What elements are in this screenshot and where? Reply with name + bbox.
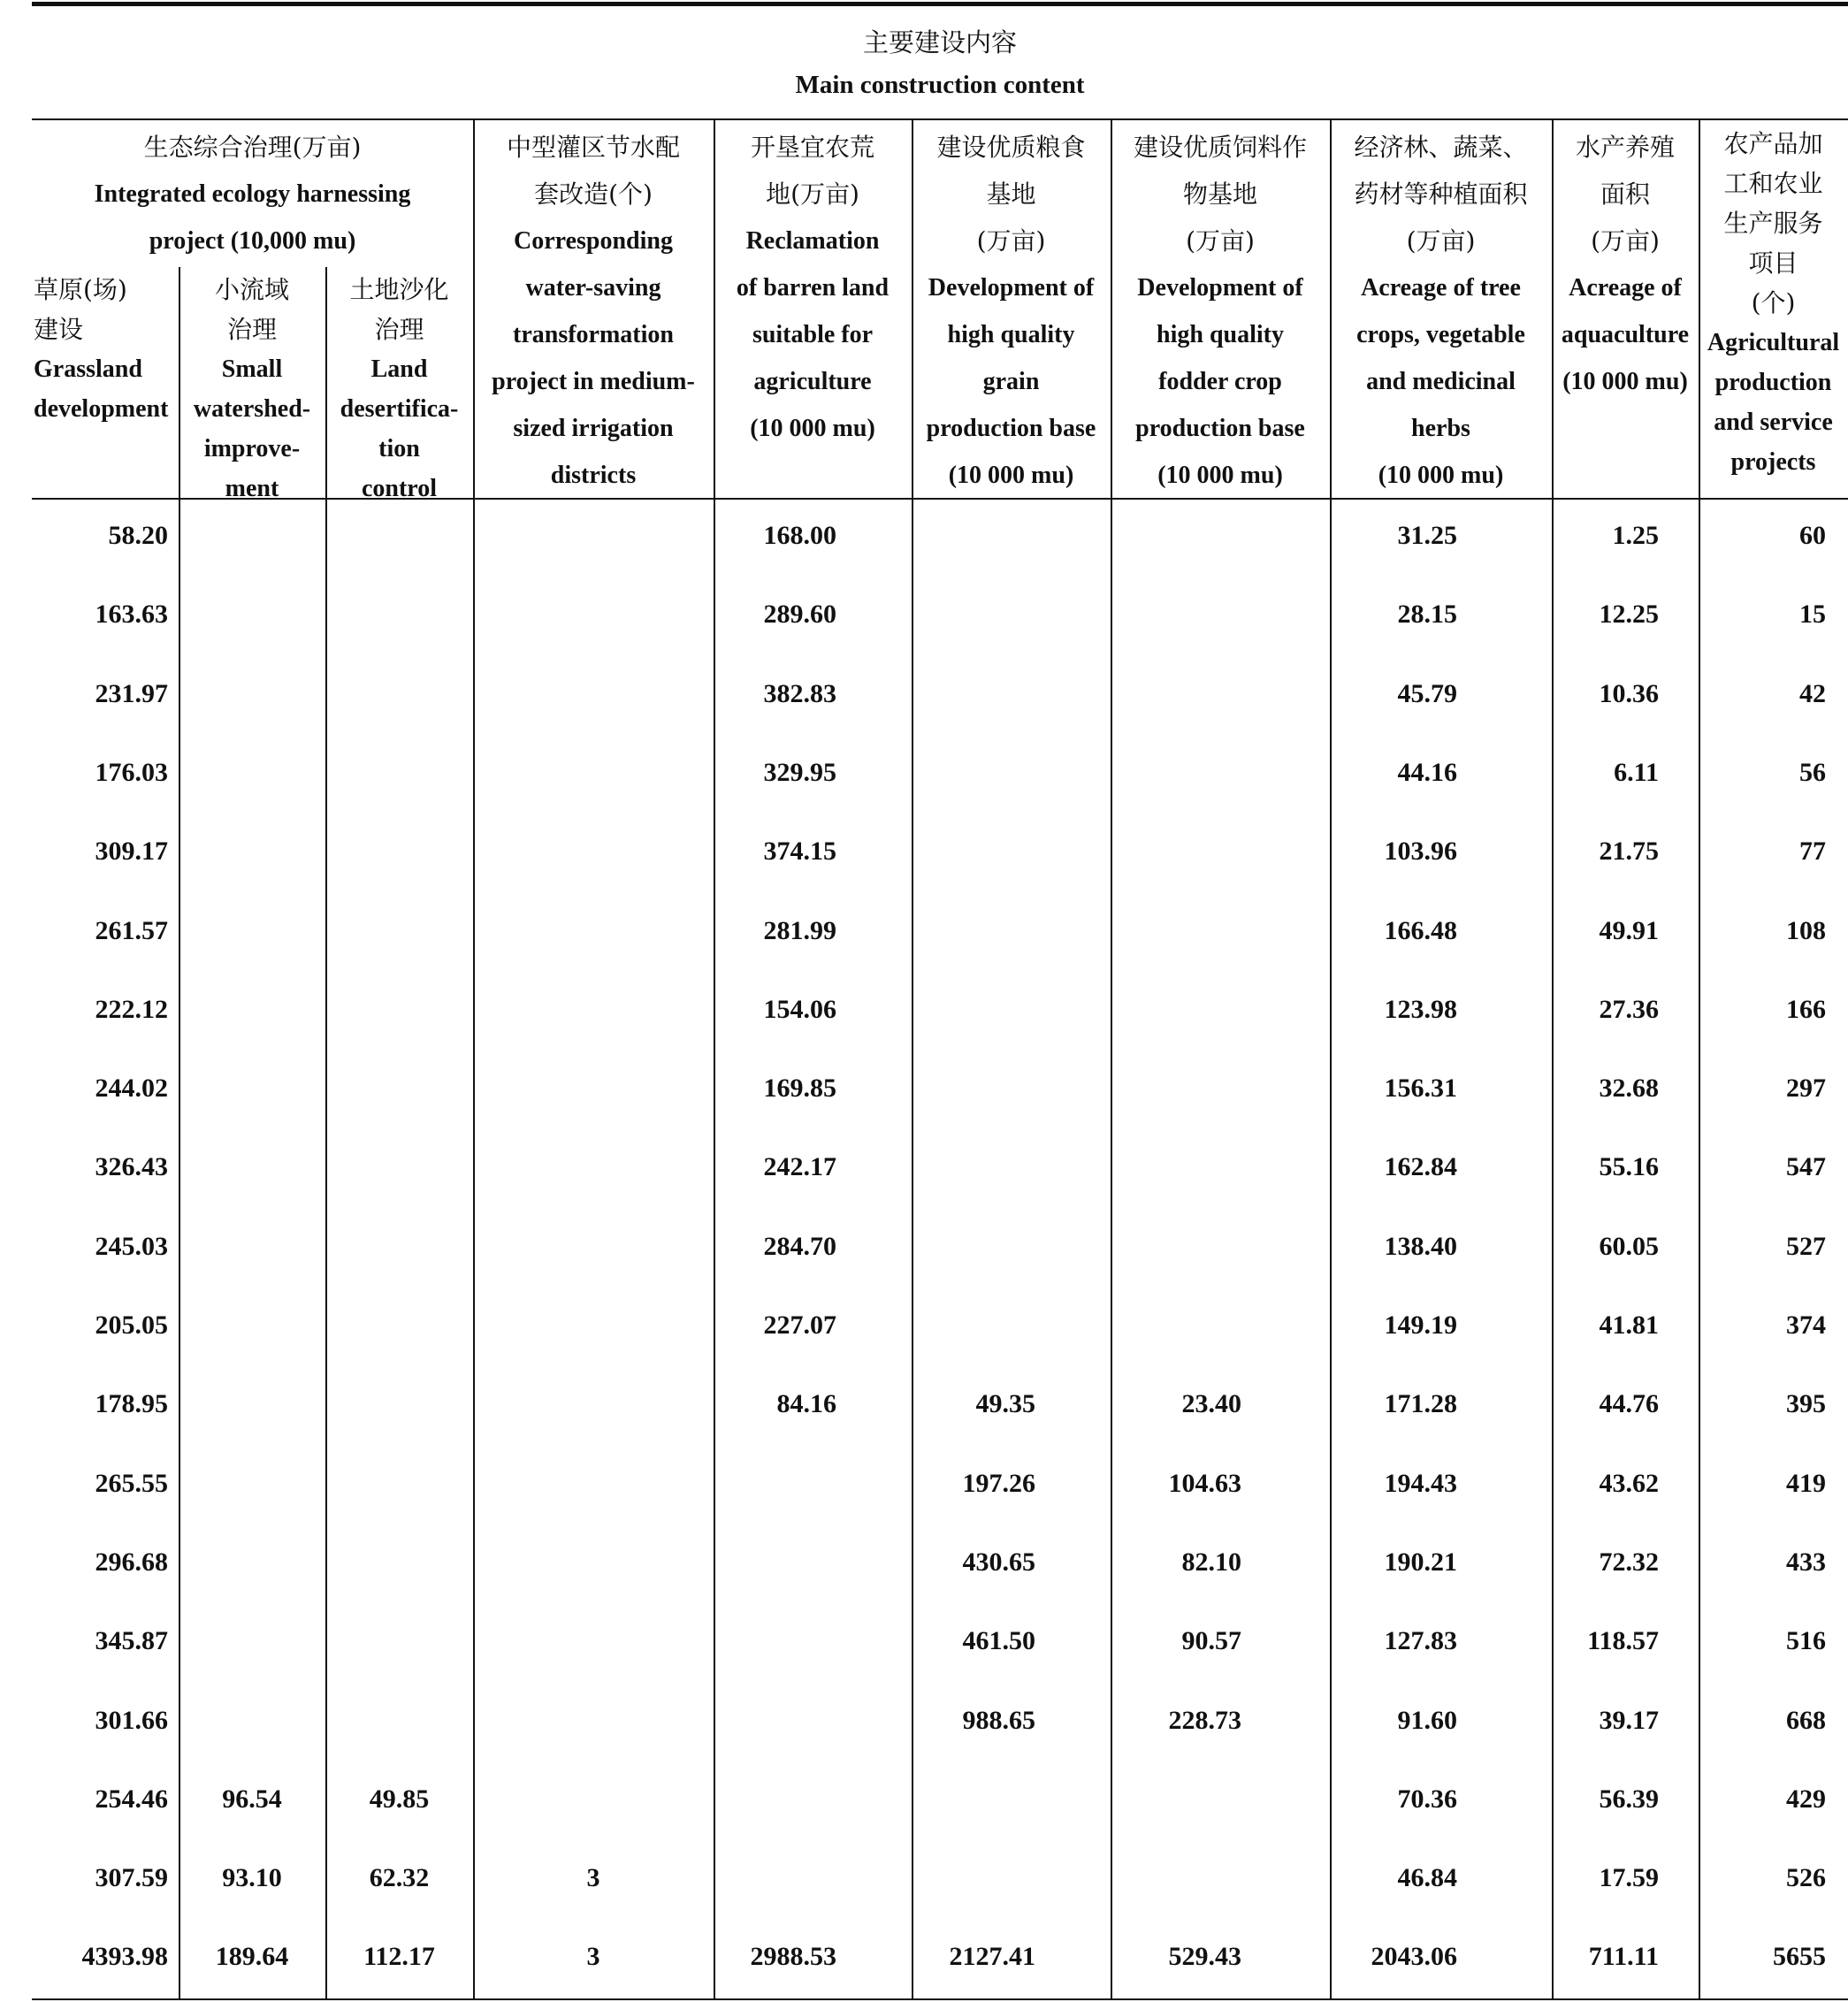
top-rule [32,2,1848,6]
table-cell-processing: 395 [1786,1389,1826,1418]
table-cell-irrigation [473,1387,714,1422]
header-text-line: agriculture [753,368,872,395]
table-cell-fodder [1111,755,1241,791]
table-cell-irrigation [473,755,714,791]
table-cell-watershed [179,1308,325,1343]
column-header-processing [1699,124,1848,482]
table-cell-reclamation: 242.17 [763,1152,836,1181]
table-cell-watershed [179,834,325,869]
header-text-line: 建设优质饲料作 [1133,133,1307,162]
table-cell-grain [912,834,1035,869]
table-cell-watershed: 93.10 [222,1863,282,1892]
header-text-line: Agricultural [1707,329,1840,356]
table-cell-grain [912,913,1035,949]
table-cell-grassland: 309.17 [95,837,168,866]
table-cell-processing: 668 [1786,1706,1826,1735]
header-text-line: Integrated ecology harnessing [94,180,411,208]
table-cell-aquaculture: 39.17 [1599,1706,1659,1735]
table-cell-desertification: 62.32 [369,1863,430,1892]
table-cell-grassland: 58.20 [108,521,168,550]
table-cell-irrigation [473,1229,714,1265]
table-cell-tree_crops: 138.40 [1384,1232,1457,1261]
header-text-line: 中型灌区节水配 [506,133,680,162]
header-text-line: 项目 [1748,248,1798,278]
table-cell-aquaculture: 1.25 [1612,521,1659,550]
table-cell-tree_crops: 44.16 [1397,758,1457,787]
table-cell-tree_crops: 149.19 [1384,1310,1457,1340]
header-text-line: watershed- [193,395,311,423]
table-cell-irrigation [473,834,714,869]
table-cell-desertification: 49.85 [369,1784,430,1814]
header-text-line: 小流域 [214,275,289,304]
header-text-line: 草原(场) [34,275,127,304]
header-text-line: 药材等种植面积 [1354,180,1528,209]
table-cell-processing: 60 [1799,521,1826,550]
table-cell-aquaculture: 41.81 [1599,1310,1659,1340]
header-text-line: ment [225,475,279,502]
table-cell-tree_crops: 162.84 [1384,1152,1457,1181]
table-cell-grain: 988.65 [962,1706,1035,1735]
column-header-tree_crops [1330,124,1552,499]
table-cell-fodder [1111,1861,1241,1896]
table-cell-fodder [1111,834,1241,869]
table-cell-grassland: 254.46 [95,1784,168,1814]
table-cell-tree_crops: 190.21 [1384,1547,1457,1577]
table-cell-reclamation [714,1545,836,1580]
header-text-line: desertifica- [340,395,459,423]
table-cell-fodder [1111,1782,1241,1817]
table-cell-grassland: 244.02 [95,1074,168,1103]
table-cell-tree_crops: 70.36 [1397,1784,1457,1814]
header-text-line: 经济林、蔬菜、 [1354,133,1528,162]
header-text-line: (万亩) [1591,226,1660,256]
header-text-line: (万亩) [1406,226,1476,256]
table-cell-watershed [179,1387,325,1422]
table-cell-reclamation [714,1782,836,1817]
header-text-line: (10 000 mu) [1378,462,1504,489]
table-cell-grassland: 231.97 [95,679,168,708]
header-text-line: Acreage of [1569,274,1682,302]
header-text-line: projects [1730,448,1816,476]
table-cell-grain [912,1150,1035,1185]
header-text-line: sized irrigation [513,415,674,442]
table-cell-desertification [325,1703,473,1738]
table-cell-processing: 108 [1786,916,1826,945]
header-text-line: improve- [203,435,301,462]
header-top-rule [32,118,1848,120]
table-cell-desertification [325,1308,473,1343]
table-cell-grain: 430.65 [962,1547,1035,1577]
table-cell-desertification [325,518,473,554]
table-cell-reclamation: 169.85 [763,1074,836,1103]
table-cell-fodder [1111,518,1241,554]
header-text-line: (10 000 mu) [948,462,1074,489]
table-cell-tree_crops: 127.83 [1384,1626,1457,1655]
table-cell-watershed: 96.54 [222,1784,282,1814]
table-cell-desertification [325,1545,473,1580]
table-cell-grain [912,597,1035,632]
table-cell-fodder [1111,1150,1241,1185]
table-cell-grain [912,518,1035,554]
table-cell-tree_crops: 194.43 [1384,1469,1457,1498]
table-cell-grain [912,755,1035,791]
header-text-line: (万亩) [976,226,1046,256]
table-cell-grain: 197.26 [962,1469,1035,1498]
table-cell-aquaculture: 6.11 [1614,758,1659,787]
header-text-line: 地(万亩) [766,180,859,209]
table-cell-reclamation: 84.16 [776,1389,836,1418]
table-cell-reclamation: 227.07 [763,1310,836,1340]
table-cell-grassland: 176.03 [95,758,168,787]
table-cell-irrigation [473,1466,714,1502]
header-text-line: project in medium- [492,368,695,395]
table-cell-desertification: 112.17 [363,1942,435,1971]
table-cell-grain [912,1308,1035,1343]
header-text-line: 治理 [226,315,277,344]
table-cell-fodder [1111,1071,1241,1106]
table-cell-irrigation [473,518,714,554]
table-cell-processing: 547 [1786,1152,1826,1181]
table-cell-grassland: 178.95 [95,1389,168,1418]
table-cell-reclamation [714,1466,836,1502]
table-cell-processing: 526 [1786,1863,1826,1892]
table-cell-processing: 374 [1786,1310,1826,1340]
table-cell-desertification [325,1229,473,1265]
table-cell-grassland: 296.68 [95,1547,168,1577]
table-cell-grain [912,1861,1035,1896]
table-cell-grassland: 301.66 [95,1706,168,1735]
table-cell-desertification [325,676,473,712]
table-cell-grain [912,1782,1035,1817]
header-text-line: 工和农业 [1723,169,1823,198]
table-cell-aquaculture: 56.39 [1599,1784,1659,1814]
table-cell-reclamation [714,1703,836,1738]
table-cell-aquaculture: 711.11 [1588,1942,1659,1971]
table-cell-tree_crops: 166.48 [1384,916,1457,945]
table-cell-reclamation [714,1624,836,1659]
header-text-line: 生态综合治理(万亩) [143,133,362,162]
table-cell-processing: 419 [1786,1469,1826,1498]
table-cell-desertification [325,1387,473,1422]
table-cell-tree_crops: 171.28 [1384,1389,1457,1418]
table-cell-reclamation: 329.95 [763,758,836,787]
table-cell-irrigation [473,1545,714,1580]
column-header-watershed [179,270,325,508]
table-cell-aquaculture: 72.32 [1599,1547,1659,1577]
header-text-line: and medicinal [1366,368,1516,395]
header-text-line: Land [370,355,428,383]
header-text-line: 建设优质粮食 [936,133,1086,162]
table-cell-tree_crops: 156.31 [1384,1074,1457,1103]
table-cell-irrigation [473,1150,714,1185]
table-cell-irrigation [473,1624,714,1659]
table-cell-reclamation: 284.70 [763,1232,836,1261]
table-cell-watershed [179,913,325,949]
table-cell-tree_crops: 28.15 [1397,600,1457,629]
table-cell-fodder: 90.57 [1181,1626,1241,1655]
column-header-grassland [32,270,180,429]
table-cell-irrigation [473,1703,714,1738]
table-cell-tree_crops: 31.25 [1397,521,1457,550]
table-cell-tree_crops: 46.84 [1397,1863,1457,1892]
table-cell-reclamation: 382.83 [763,679,836,708]
table-cell-aquaculture: 10.36 [1599,679,1659,708]
table-cell-aquaculture: 60.05 [1599,1232,1659,1261]
header-text-line: crops, vegetable [1356,321,1525,348]
table-cell-fodder: 82.10 [1181,1547,1241,1577]
table-cell-irrigation [473,1308,714,1343]
table-cell-tree_crops: 123.98 [1384,995,1457,1024]
header-text-line: Corresponding [514,227,673,255]
table-cell-aquaculture: 44.76 [1599,1389,1659,1418]
table-bottom-rule [32,1998,1848,2000]
table-cell-grassland: 345.87 [95,1626,168,1655]
table-cell-watershed [179,1466,325,1502]
table-cell-reclamation: 281.99 [763,916,836,945]
header-text-line: production base [1135,415,1305,442]
header-text-line: 农产品加 [1723,129,1823,158]
header-text-line: 套改造(个) [534,180,653,209]
table-cell-watershed [179,518,325,554]
table-cell-watershed [179,1545,325,1580]
header-text-line: 开垦宜农荒 [750,133,874,162]
table-cell-aquaculture: 27.36 [1599,995,1659,1024]
header-text-line: high quality [1157,321,1284,348]
table-cell-grain [912,1229,1035,1265]
table-cell-aquaculture: 12.25 [1599,600,1659,629]
header-text-line: districts [550,462,637,489]
table-cell-grain [912,676,1035,712]
column-header-aquaculture [1552,124,1699,405]
table-cell-watershed [179,1703,325,1738]
table-cell-grain [912,992,1035,1028]
header-text-line: Development of [1137,274,1303,302]
table-cell-reclamation: 2988.53 [750,1942,836,1971]
table-cell-aquaculture: 32.68 [1599,1074,1659,1103]
table-cell-desertification [325,755,473,791]
table-cell-fodder [1111,992,1241,1028]
header-text-line: (10 000 mu) [1157,462,1283,489]
table-cell-aquaculture: 21.75 [1599,837,1659,866]
table-cell-aquaculture: 17.59 [1599,1863,1659,1892]
table-cell-grassland: 222.12 [95,995,168,1024]
header-text-line: herbs [1411,415,1470,442]
header-text-line: Reclamation [745,227,880,255]
header-text-line: 建设 [34,315,84,344]
table-cell-processing: 516 [1786,1626,1826,1655]
header-text-line: fodder crop [1158,368,1282,395]
header-text-line: aquaculture [1561,321,1690,348]
table-cell-tree_crops: 103.96 [1384,837,1457,866]
table-cell-grassland: 307.59 [95,1863,168,1892]
table-cell-grassland: 261.57 [95,916,168,945]
table-cell-reclamation: 289.60 [763,600,836,629]
table-cell-watershed [179,992,325,1028]
header-text-line: 面积 [1600,180,1650,209]
header-text-line: grain [982,368,1040,395]
header-text-line: production [1714,369,1832,396]
header-text-line: 水产养殖 [1575,133,1675,162]
header-text-line: water-saving [525,274,661,302]
table-cell-grain: 461.50 [962,1626,1035,1655]
table-cell-aquaculture: 118.57 [1587,1626,1659,1655]
table-cell-desertification [325,834,473,869]
header-text-line: (万亩) [1186,226,1255,256]
table-cell-desertification [325,913,473,949]
table-cell-grassland: 265.55 [95,1469,168,1498]
column-header-fodder [1111,124,1330,499]
table-cell-watershed [179,1229,325,1265]
header-text-line: Development of [928,274,1095,302]
table-cell-desertification [325,1150,473,1185]
table-cell-watershed [179,1624,325,1659]
table-cell-desertification [325,597,473,632]
table-cell-reclamation: 168.00 [763,521,836,550]
header-text-line: development [34,395,169,423]
table-cell-reclamation: 154.06 [763,995,836,1024]
table-cell-grain [912,1071,1035,1106]
table-cell-fodder [1111,597,1241,632]
header-text-line: high quality [947,321,1075,348]
table-cell-grassland: 205.05 [95,1310,168,1340]
table-title-zh: 主要建设内容 [862,27,1017,57]
header-text-line: 土地沙化 [349,275,449,304]
table-cell-irrigation [473,992,714,1028]
table-cell-grassland: 163.63 [95,600,168,629]
table-cell-desertification [325,1466,473,1502]
table-cell-irrigation [473,1782,714,1817]
column-header-grain [912,124,1111,499]
table-cell-irrigation: 3 [586,1942,600,1971]
table-cell-desertification [325,1624,473,1659]
table-cell-tree_crops: 2043.06 [1371,1942,1457,1971]
header-text-line: transformation [513,321,674,348]
header-text-line: (10 000 mu) [750,415,875,442]
table-cell-processing: 5655 [1773,1942,1826,1971]
table-cell-irrigation: 3 [586,1863,600,1892]
table-cell-watershed [179,1071,325,1106]
header-text-line: of barren land [736,274,890,302]
header-text-line: 基地 [986,180,1036,209]
header-text-line: project (10,000 mu) [149,227,356,255]
table-cell-grassland: 245.03 [95,1232,168,1261]
table-cell-tree_crops: 91.60 [1397,1706,1457,1735]
header-text-line: (10 000 mu) [1562,368,1688,395]
table-cell-grain: 2127.41 [949,1942,1035,1971]
table-cell-processing: 527 [1786,1232,1826,1261]
table-cell-processing: 297 [1786,1074,1826,1103]
table-cell-aquaculture: 43.62 [1599,1469,1659,1498]
column-header-irrigation [473,124,714,499]
table-cell-grain: 49.35 [975,1389,1035,1418]
table-cell-fodder [1111,1308,1241,1343]
header-text-line: suitable for [752,321,874,348]
table-cell-irrigation [473,676,714,712]
table-cell-reclamation: 374.15 [763,837,836,866]
table-cell-watershed: 189.64 [215,1942,289,1971]
header-text-line: (个) [1751,288,1796,317]
table-cell-grassland: 326.43 [95,1152,168,1181]
table-cell-processing: 15 [1799,600,1826,629]
table-cell-desertification [325,992,473,1028]
table-cell-irrigation [473,597,714,632]
table-cell-fodder: 104.63 [1168,1469,1241,1498]
table-cell-processing: 77 [1799,837,1826,866]
header-text-line: and service [1714,409,1833,436]
table-cell-processing: 42 [1799,679,1826,708]
table-cell-watershed [179,676,325,712]
table-cell-watershed [179,597,325,632]
table-cell-watershed [179,755,325,791]
table-cell-aquaculture: 49.91 [1599,916,1659,945]
table-title-en: Main construction content [795,71,1085,99]
group-header-ecology [32,124,473,264]
table-cell-fodder: 228.73 [1168,1706,1241,1735]
table-cell-processing: 166 [1786,995,1826,1024]
table-cell-desertification [325,1071,473,1106]
table-cell-reclamation [714,1861,836,1896]
table-cell-grassland: 4393.98 [81,1942,168,1971]
header-text-line: 治理 [374,315,424,344]
table-cell-fodder [1111,913,1241,949]
table-cell-fodder: 529.43 [1168,1942,1241,1971]
table-cell-watershed [179,1150,325,1185]
column-header-reclamation [714,124,912,452]
table-cell-irrigation [473,1071,714,1106]
header-text-line: Acreage of tree [1361,274,1521,302]
header-text-line: tion [378,435,420,462]
table-cell-irrigation [473,913,714,949]
table-cell-processing: 433 [1786,1547,1826,1577]
header-text-line: 生产服务 [1723,209,1823,238]
table-cell-fodder [1111,676,1241,712]
table-cell-processing: 56 [1799,758,1826,787]
header-text-line: control [361,475,438,502]
header-text-line: Small [221,355,283,383]
header-text-line: Grassland [34,355,142,383]
table-cell-tree_crops: 45.79 [1397,679,1457,708]
table-cell-processing: 429 [1786,1784,1826,1814]
table-cell-fodder: 23.40 [1181,1389,1241,1418]
header-text-line: production base [926,415,1096,442]
header-text-line: 物基地 [1182,180,1257,209]
table-cell-aquaculture: 55.16 [1599,1152,1659,1181]
table-cell-fodder [1111,1229,1241,1265]
column-header-desertification [325,270,473,508]
